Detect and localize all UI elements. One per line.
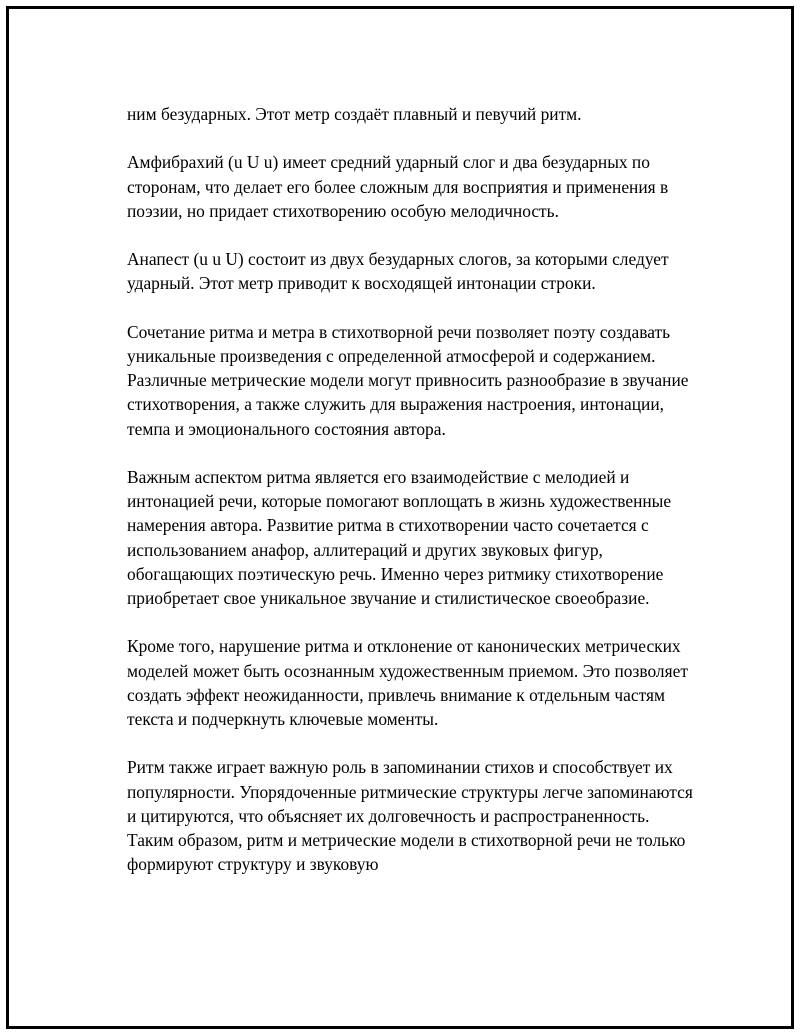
- paragraph-rhythm-meter-combination: Сочетание ритма и метра в стихотворной речи позволяет поэту создавать уникальные произведения с определенной атмосферой и содержанием. Различные метрические модели могут привносить разнообразие в звучание стихотворения, а также служить для выражения настроения, интонации, темпа и эмоционального состояния автора.: [127, 321, 689, 439]
- paragraph-iamb-ending: ним безударных. Этот метр создаёт плавный и певучий ритм.: [127, 104, 582, 124]
- paragraph-rhythm-memorization: Ритм также играет важную роль в запоминании стихов и способствует их популярности. Упорядоченные ритмические структуры легче запоминаются и цитируются, что объясняет их долговечность и распространенность. Таким образом, ритм и метрические модели в стихотворной речи не только формируют структуру и звуковую: [127, 757, 693, 875]
- paragraph-amphibrach: Амфибрахий (u U u) имеет средний ударный слог и два безударных по сторонам, что делает его более сложным для восприятия и применения в поэзии, но придает стихотворению особую мелодичность.: [127, 152, 669, 221]
- paragraph-anapest: Анапест (u u U) состоит из двух безударных слогов, за которыми следует ударный. Этот метр приводит к восходящей интонации строки.: [127, 249, 669, 294]
- paragraph-rhythm-melody-interaction: Важным аспектом ритма является его взаимодействие с мелодией и интонацией речи, которые помогают воплощать в жизнь художественные намерения автора. Развитие ритма в стихотворении часто сочетается с использованием анафор, аллитераций и других звуковых фигур, обогащающих поэтическую речь. Именно через ритмику стихотворение приобретает свое уникальное звучание и стилистическое своеобразие.: [127, 466, 672, 608]
- page-frame: [6, 6, 794, 1029]
- document-body: [127, 102, 697, 876]
- paragraph-rhythm-violation: Кроме того, нарушение ритма и отклонение от канонических метрических моделей может быть осознанным художественным приемом. Это позволяет создать эффект неожиданности, привлечь внимание к отдельным частям текста и подчеркнуть ключевые моменты.: [127, 636, 688, 729]
